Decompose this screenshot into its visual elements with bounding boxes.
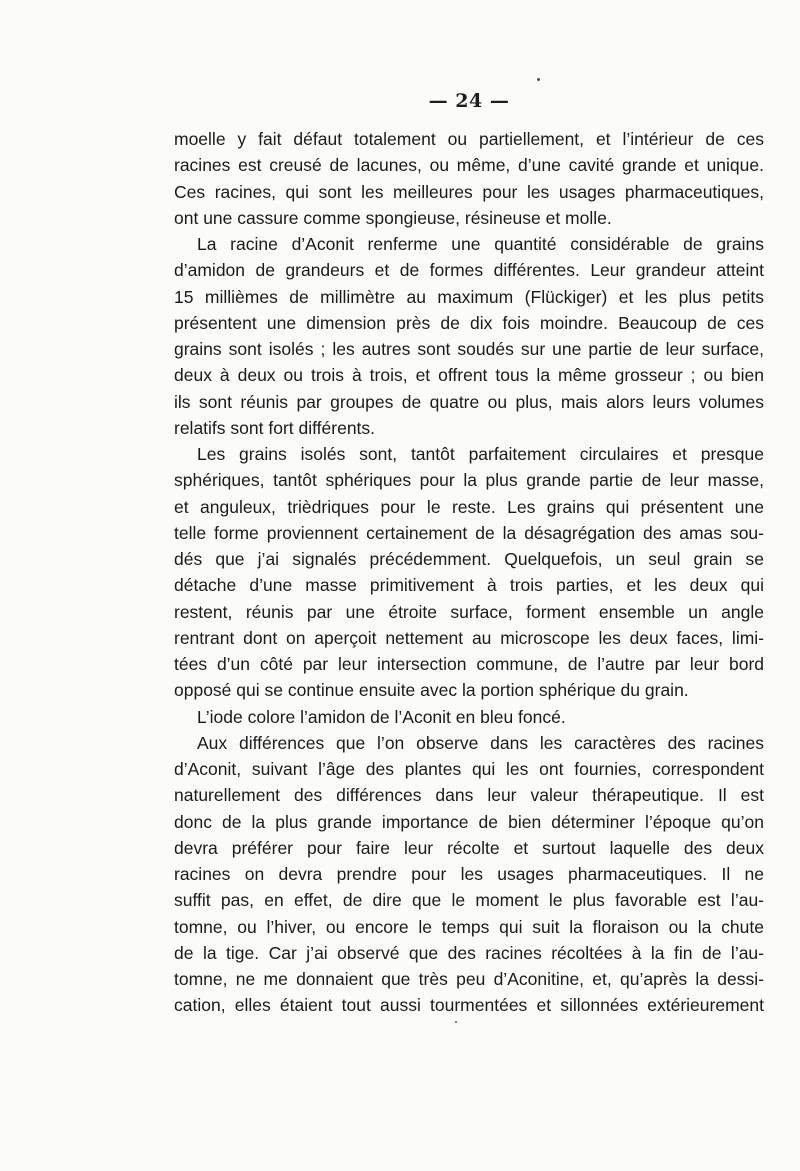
text-line: moelle y fait défaut totalement ou partiellement, et l’intérieur de ces: [174, 129, 764, 149]
text-line: tomne, ne me donnaient que très peu d’Aconitine, et, qu’après la dessi-: [174, 969, 764, 989]
text-line: donc de la plus grande importance de bien déterminer l’époque qu’on: [174, 811, 764, 832]
text-line: dés que j’ai signalés précédemment. Quelquefois, un seul grain se: [174, 549, 764, 569]
text-line: relatifs sont fort différents.: [174, 417, 376, 438]
text-line: restent, réunis par une étroite surface, forment ensemble un angle: [174, 601, 764, 622]
text-line: naturellement des différences dans leur valeur thérapeutique. Il est: [174, 785, 764, 806]
body-text: [174, 126, 764, 1019]
text-line: racines on devra prendre pour les usages pharmaceutiques. Il ne: [174, 864, 764, 884]
text-line: tées d’un côté par leur intersection commune, de l’autre par leur bord: [174, 654, 764, 674]
text-line: de la tige. Car j’ai observé que des racines récoltées à la fin de l’au-: [174, 942, 764, 963]
text-line: ont une cassure comme spongieuse, résineuse et molle.: [174, 207, 612, 228]
text-line: telle forme proviennent certainement de la désagrégation des amas sou-: [174, 522, 764, 543]
paper-speck: [537, 78, 540, 81]
text-line: suffit pas, en effet, de dire que le moment le plus favorable est l’au-: [174, 890, 764, 911]
text-line: cation, elles étaient tout aussi tourmentées et sillonnées extérieurement: [174, 995, 764, 1016]
text-line: 15 millièmes de millimètre au maximum (Flückiger) et les plus petits: [174, 286, 764, 307]
paper-speck: [455, 1021, 457, 1023]
text-line: La racine d’Aconit renferme une quantité considérable de grains: [197, 234, 764, 254]
text-line: rentrant dont on aperçoit nettement au microscope les deux faces, limi-: [174, 627, 764, 648]
text-line: opposé qui se continue ensuite avec la portion sphérique du grain.: [174, 680, 689, 701]
text-line: ils sont réunis par groupes de quatre ou plus, mais alors leurs volumes: [174, 391, 764, 412]
text-line: et anguleux, trièdriques pour le reste. Les grains qui présentent une: [174, 496, 764, 517]
text-line: sphériques, tantôt sphériques pour la plus grande partie de leur masse,: [174, 470, 764, 491]
text-line: détache d’une masse primitivement à trois parties, et les deux qui: [174, 575, 764, 596]
text-line: devra préférer pour faire leur récolte et surtout laquelle des deux: [174, 837, 764, 858]
text-line: présentent une dimension près de dix fois moindre. Beaucoup de ces: [174, 312, 764, 333]
page-number: — 24 —: [428, 90, 510, 112]
text-line: Ces racines, qui sont les meilleures pour les usages pharmaceutiques,: [174, 181, 764, 202]
text-line: Aux différences que l’on observe dans les caractères des racines: [197, 732, 764, 753]
text-line: grains sont isolés ; les autres sont soudés sur une partie de leur surface,: [174, 339, 764, 359]
text-line: d’Aconit, suivant l’âge des plantes qui les ont fournies, correspondent: [174, 759, 764, 779]
text-line: d’amidon de grandeurs et de formes différentes. Leur grandeur atteint: [174, 260, 764, 281]
text-line: L’iode colore l’amidon de l’Aconit en bleu foncé.: [197, 706, 566, 727]
text-line: tomne, ou l’hiver, ou encore le temps qui suit la floraison ou la chute: [174, 916, 764, 937]
text-line: racines est creusé de lacunes, ou même, d’une cavité grande et unique.: [174, 155, 764, 176]
text-line: Les grains isolés sont, tantôt parfaitement circulaires et presque: [197, 444, 764, 464]
text-line: deux à deux ou trois à trois, et offrent tous la même grosseur ; ou bien: [174, 365, 764, 386]
